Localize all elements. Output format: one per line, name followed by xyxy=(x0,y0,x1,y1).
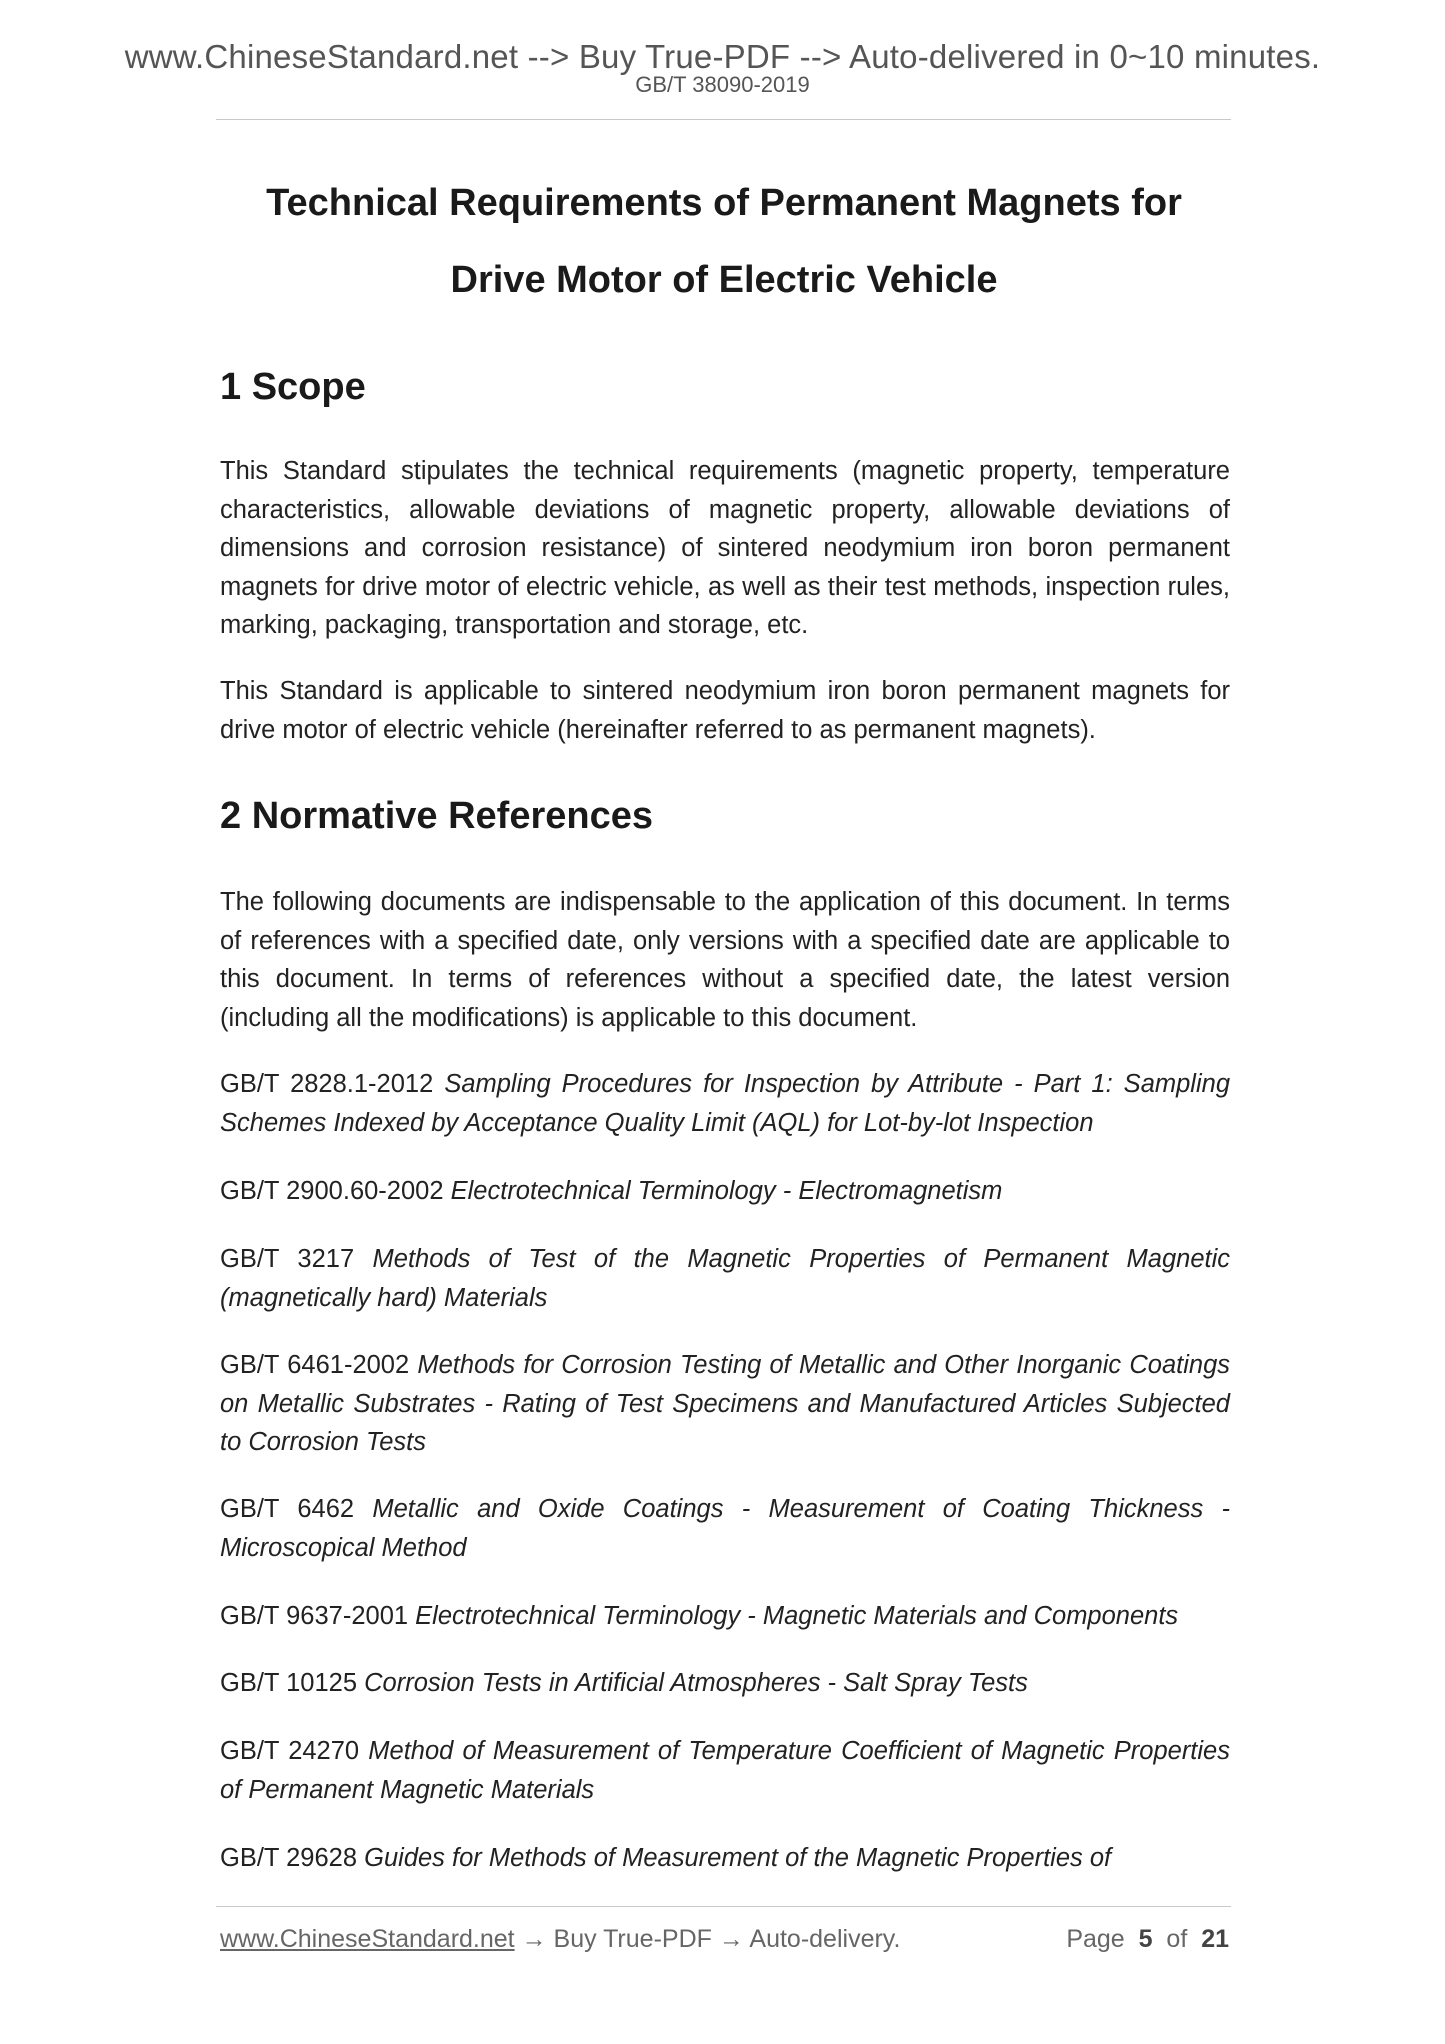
reference-entry xyxy=(220,1732,1230,1809)
reference-entry xyxy=(220,1490,1230,1567)
page-current: 5 xyxy=(1138,1925,1153,1953)
site-banner: www.ChineseStandard.net --> Buy True-PDF --> Auto-delivered in 0~10 minutes. xyxy=(124,38,1321,75)
reference-code: GB/T 6462 xyxy=(220,1495,355,1523)
reference-entry xyxy=(220,1597,1230,1636)
section-heading-scope: 1 Scope xyxy=(220,366,366,408)
reference-title: Method of Measurement of Temperature Coefficient of Magnetic Properties of Permanent Magnetic Materials xyxy=(220,1737,1230,1804)
reference-title: Methods of Test of the Magnetic Properties of Permanent Magnetic (magnetically hard) Materials xyxy=(220,1245,1230,1312)
reference-code: GB/T 2828.1-2012 xyxy=(220,1070,434,1098)
reference-entry xyxy=(220,1065,1230,1142)
reference-code: GB/T 2900.60-2002 xyxy=(220,1177,444,1205)
reference-code: GB/T 24270 xyxy=(220,1737,360,1765)
page-label: Page xyxy=(1066,1925,1125,1953)
reference-entry xyxy=(220,1346,1230,1462)
references-intro: The following documents are indispensable to the application of this document. In terms of references with a specified date, only versions with a specified date are applicable to this document. In terms of references without a specified date, the latest version (including all the modifications) is applicable to this document. xyxy=(220,888,1230,1032)
page-indicator xyxy=(1066,1924,1229,1954)
footer-divider xyxy=(216,1906,1231,1907)
reference-entry xyxy=(220,1839,1230,1878)
document-title-line-2: Drive Motor of Electric Vehicle xyxy=(450,259,998,301)
section-heading-normative-references: 2 Normative References xyxy=(220,795,653,837)
reference-title: Sampling Procedures for Inspection by Attribute - Part 1: Sampling Schemes Indexed by Acceptance Quality Limit (AQL) for Lot-by-lot Inspection xyxy=(220,1070,1230,1137)
reference-code: GB/T 9637-2001 xyxy=(220,1602,409,1630)
document-title-line-1: Technical Requirements of Permanent Magnets for xyxy=(266,182,1182,224)
scope-paragraph-2: This Standard is applicable to sintered neodymium iron boron permanent magnets for drive motor of electric vehicle (hereinafter referred to as permanent magnets). xyxy=(220,677,1230,744)
reference-title: Metallic and Oxide Coatings - Measurement of Coating Thickness - Microscopical Method xyxy=(220,1495,1230,1562)
standard-code: GB/T 38090-2019 xyxy=(635,72,810,97)
page-total: 21 xyxy=(1201,1925,1229,1953)
footer-promo-text: → Buy True-PDF → Auto-delivery. xyxy=(514,1925,901,1953)
reference-title: Corrosion Tests in Artificial Atmospheres - Salt Spray Tests xyxy=(364,1669,1028,1697)
header-divider xyxy=(216,119,1231,120)
reference-title: Guides for Methods of Measurement of the Magnetic Properties of xyxy=(364,1844,1112,1872)
of-label: of xyxy=(1166,1925,1188,1953)
reference-entry xyxy=(220,1664,1230,1703)
reference-code: GB/T 3217 xyxy=(220,1245,355,1273)
reference-code: GB/T 29628 xyxy=(220,1844,358,1872)
reference-title: Methods for Corrosion Testing of Metallic and Other Inorganic Coatings on Metallic Substrates - Rating of Test Specimens and Manufactured Articles Subjected to Corrosion Tests xyxy=(220,1351,1230,1456)
reference-code: GB/T 6461-2002 xyxy=(220,1351,410,1379)
footer-promo xyxy=(220,1924,900,1954)
reference-title: Electrotechnical Terminology - Magnetic Materials and Components xyxy=(415,1602,1179,1630)
reference-code: GB/T 10125 xyxy=(220,1669,358,1697)
scope-paragraph-1: This Standard stipulates the technical requirements (magnetic property, temperature characteristics, allowable deviations of magnetic property, allowable deviations of dimensions and corrosion resistance) of sintered neodymium iron boron permanent magnets for drive motor of electric vehicle, as well as their test methods, inspection rules, marking, packaging, transportation and storage, etc. xyxy=(220,457,1230,639)
reference-title: Electrotechnical Terminology - Electromagnetism xyxy=(450,1177,1003,1205)
reference-entry xyxy=(220,1240,1230,1317)
reference-entry xyxy=(220,1172,1230,1211)
footer-site-link[interactable]: www.ChineseStandard.net xyxy=(220,1925,515,1953)
